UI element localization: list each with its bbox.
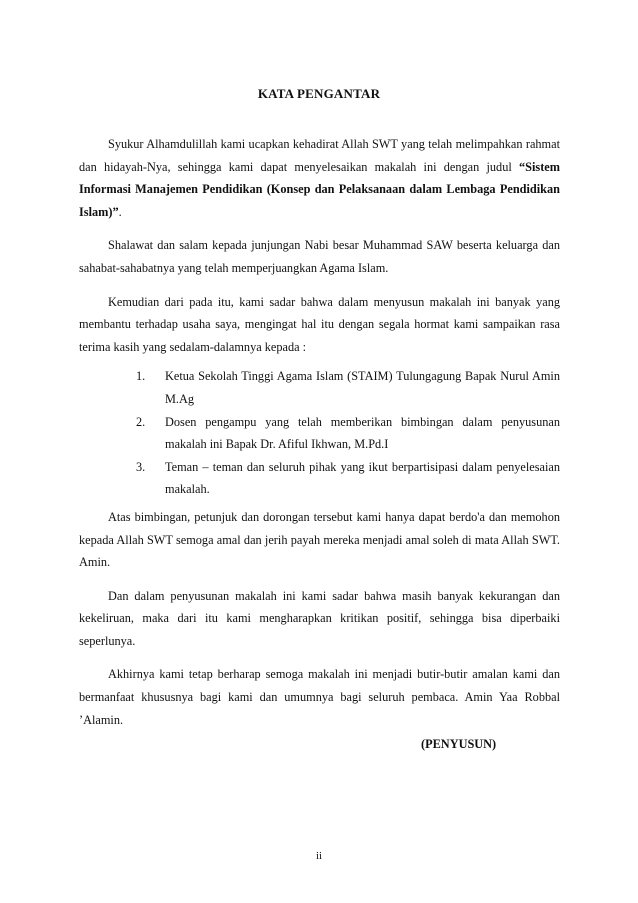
- thanks-list: [79, 365, 560, 501]
- page-title: KATA PENGANTAR: [257, 86, 381, 101]
- list-item: [79, 456, 560, 501]
- paper-title: “Sistem Informasi Manajemen Pendidikan (Konsep dan Pelaksanaan dalam Lembaga Pendidikan Islam)”: [79, 159, 560, 219]
- list-item-text: Ketua Sekolah Tinggi Agama Islam (STAIM) Tulungagung Bapak Nurul Amin M.Ag: [165, 369, 560, 406]
- list-item-number: 1.: [136, 369, 146, 384]
- opening-paragraph: [79, 133, 560, 223]
- prayer-paragraph: Atas bimbingan, petunjuk dan dorongan tersebut kami hanya dapat berdo'a dan memohon kepada Allah SWT semoga amal dan jerih payah mereka menjadi amal soleh di mata Allah SWT. Amin.: [79, 509, 560, 570]
- opening-tail: .: [118, 204, 122, 219]
- list-item: [79, 365, 560, 410]
- list-item-number: 3.: [136, 459, 146, 474]
- salutation-paragraph: Shalawat dan salam kepada junjungan Nabi besar Muhammad SAW beserta keluarga dan sahabat-sahabatnya yang telah memperjuangkan Agama Islam.: [79, 238, 560, 275]
- author-signature: (PENYUSUN): [421, 737, 497, 751]
- page-number: ii: [315, 850, 323, 862]
- closing-paragraph: Akhirnya kami tetap berharap semoga makalah ini menjadi butir-butir amalan kami dan bermanfaat khususnya bagi kami dan umumnya bagi seluruh pembaca. Amin Yaa Robbal ’Alamin.: [79, 667, 560, 727]
- thanks-intro-paragraph: Kemudian dari pada itu, kami sadar bahwa dalam menyusun makalah ini banyak yang membantu terhadap usaha saya, mengingat hal itu dengan segala hormat kami sampaikan rasa terima kasih yang sedalam-dalamnya kepada :: [79, 294, 560, 354]
- list-item-text: Teman – teman dan seluruh pihak yang ikut berpartisipasi dalam penyelesaian makalah.: [165, 459, 560, 497]
- document-body: [79, 133, 560, 742]
- list-item-text: Dosen pengampu yang telah memberikan bimbingan dalam penyusunan makalah ini Bapak Dr. Afiful Ikhwan, M.Pd.I: [165, 414, 560, 452]
- list-item: [79, 411, 560, 456]
- opening-text: Syukur Alhamdulillah kami ucapkan kehadirat Allah SWT yang telah melimpahkan rahmat dan hidayah-Nya, sehingga kami dapat menyelesaikan makalah ini dengan judul: [79, 137, 560, 174]
- list-item-number: 2.: [136, 414, 146, 429]
- apology-paragraph: Dan dalam penyusunan makalah ini kami sadar bahwa masih banyak kekurangan dan kekeliruan, maka dari itu kami mengharapkan kritikan positif, sehingga bisa diperbaiki seperlunya.: [79, 588, 560, 648]
